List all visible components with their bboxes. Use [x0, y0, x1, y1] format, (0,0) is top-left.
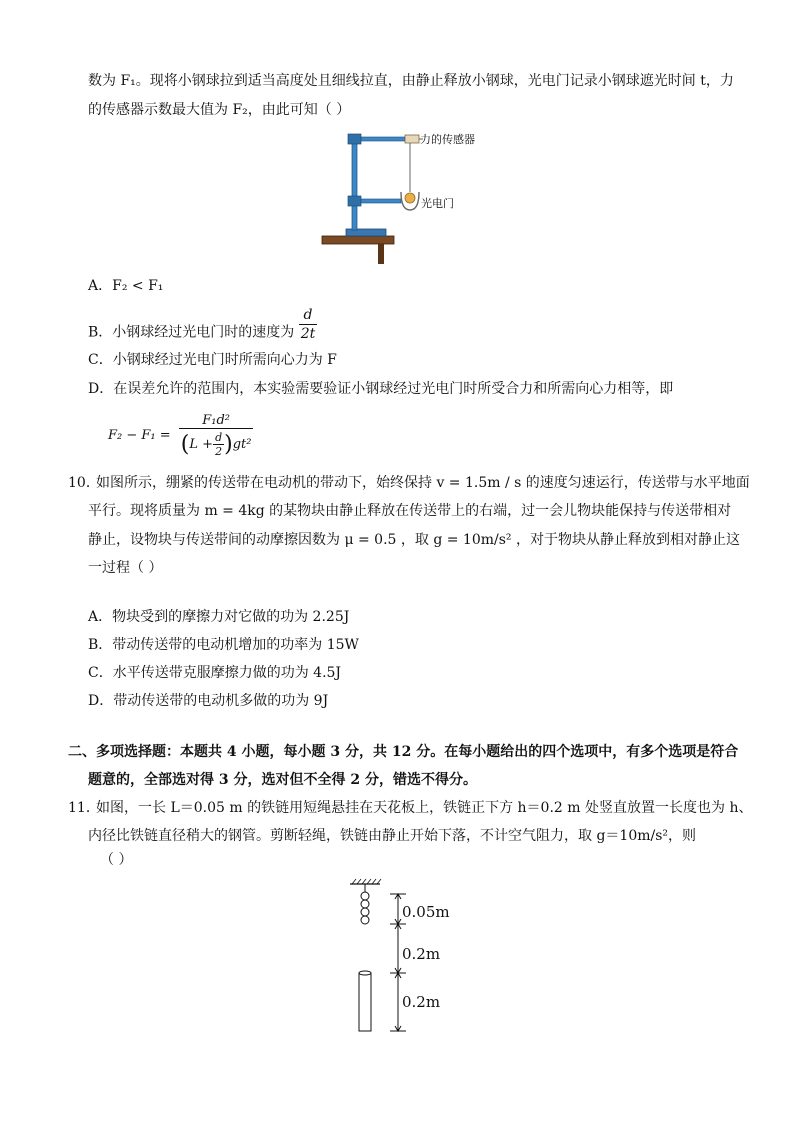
section-2-heading: 二、多项选择题：本题共 4 小题，每小题 3 分，共 12 分。在每小题给出的四个选项中，有多个选项是符合: [68, 744, 739, 760]
q10-line-4: 一过程（ ）: [88, 560, 163, 576]
section-2-heading-line-2: 题意的，全部选对得 3 分，选对但不全得 2 分，错选不得分。: [88, 772, 477, 788]
q9-option-a: A．F₂ < F₁: [88, 278, 164, 294]
q10-option-b: B．带动传送带的电动机增加的功率为 15W: [88, 637, 359, 653]
q9-apparatus-figure: [318, 128, 518, 268]
formula-den-d: d: [215, 431, 223, 444]
formula-den-small-fraction: [213, 431, 224, 458]
q9-option-b-text: B．小钢球经过光电门时的速度为: [88, 324, 295, 341]
q10-number: 10．: [68, 475, 100, 491]
q9-option-b: [88, 307, 317, 351]
q10-option-c: C．水平传送带克服摩擦力做的功为 4.5J: [88, 665, 342, 681]
formula-den-L: L +: [189, 437, 214, 452]
dim-tube-length: 0.2m: [402, 993, 441, 1011]
dim-gap-length: 0.2m: [402, 945, 441, 963]
q9-option-d: D．在误差允许的范围内，本实验需要验证小钢球经过光电门时所受合力和所需向心力相等，即: [88, 381, 674, 397]
q10-option-a: A．物块受到的摩擦力对它做的功为 2.25J: [88, 609, 350, 625]
q10-line-2: 平行。现将质量为 m = 4kg 的某物块由静止释放在传送带上的右端，过一会儿物块能保持与传送带相对: [88, 503, 732, 519]
q9-option-b-numerator: d: [299, 306, 318, 325]
q9-option-b-fraction: [299, 306, 318, 343]
formula-den-gt: gt²: [232, 437, 252, 452]
formula-fraction: [179, 413, 254, 458]
q10-option-d: D．带动传送带的电动机多做的功为 9J: [88, 693, 329, 709]
q10-line-3: 静止，设物块与传送带间的动摩擦因数为 μ = 0.5 ，取 g = 10m/s² ，对于物块从静止释放到相对静止这: [88, 532, 740, 548]
q11-line-3: （ ）: [100, 852, 133, 868]
formula-lhs: F₂ − F₁ =: [108, 428, 171, 443]
q9-option-d-formula: [108, 413, 253, 458]
q9-option-b-denominator: 2t: [300, 326, 316, 342]
q10-line-1: 如图所示，绷紧的传送带在电动机的带动下，始终保持 v = 1.5m / s 的速度匀速运行，传送带与水平地面: [96, 475, 750, 491]
photogate-label: 光电门: [421, 197, 454, 210]
q9-line-2: 的传感器示数最大值为 F₂，由此可知（ ）: [88, 102, 351, 118]
q11-number: 11．: [68, 800, 100, 816]
formula-denominator: (L + $\frac{d}{2}$ )gt²: [180, 431, 252, 458]
q11-line-1: 如图，一长 L＝0.05 m 的铁链用短绳悬挂在天花板上，铁链正下方 h＝0.2 m 处竖直放置一长度也为 h、: [96, 800, 753, 816]
formula-numerator: F₁d²: [179, 413, 254, 429]
dim-chain-length: 0.05m: [402, 903, 450, 921]
formula-den-2: 2: [215, 445, 223, 458]
q11-line-2: 内径比铁链直径稍大的钢管。剪断轻绳，铁链由静止开始下落，不计空气阻力，取 g＝10m/s²，则: [88, 828, 697, 844]
force-sensor-label: 力的传感器: [420, 133, 475, 146]
q9-line-1: 数为 F₁。现将小钢球拉到适当高度处且细线拉直，由静止释放小钢球，光电门记录小钢球遮光时间 t，力: [88, 73, 734, 89]
q9-option-c: C．小钢球经过光电门时所需向心力为 F: [88, 352, 337, 368]
